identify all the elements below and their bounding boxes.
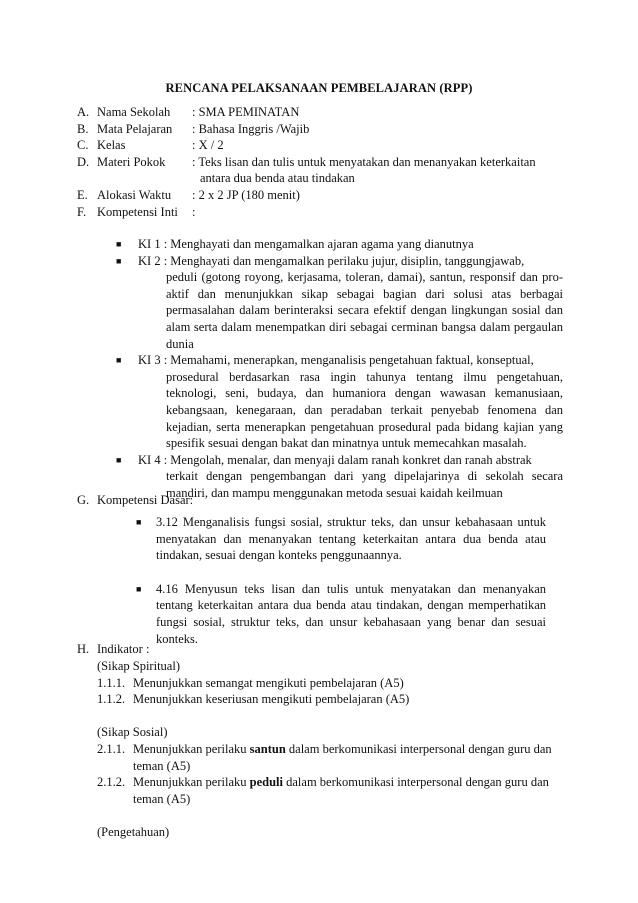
info-label: Kompetensi Inti [97, 204, 178, 219]
indicator-row [97, 691, 563, 708]
spacer [97, 807, 563, 824]
indicator-text-post: dalam berkomunikasi interpersonal dengan guru dan teman (A5) [133, 741, 552, 773]
info-label: Kelas [97, 138, 126, 153]
indicator-text-post: dalam berkomunikasi interpersonal dengan guru dan teman (A5) [133, 775, 549, 806]
info-letter: F. [77, 204, 87, 219]
info-value: : Bahasa Inggris /Wajib [192, 121, 310, 136]
indicator-row [97, 675, 563, 692]
indicator-text-pre: Menunjukkan perilaku [133, 775, 250, 790]
info-label: Mata Pelajaran [97, 121, 173, 136]
indicator-heading [77, 641, 149, 658]
square-bullet-icon: ■ [116, 355, 122, 366]
info-value: : Teks lisan dan tulis untuk menyatakan dan menanyakan keterkaitan [192, 154, 536, 169]
info-letter: E. [77, 187, 88, 202]
sosial-label: (Sikap Sosial) [97, 725, 168, 740]
kd-item [136, 514, 546, 564]
info-value: : X / 2 [192, 138, 224, 153]
indicator-text: Menunjukkan semangat mengikuti pembelajaran (A5) [133, 675, 404, 690]
indicator-text: Menunjukkan keseriusan mengikuti pembelajaran (A5) [133, 692, 410, 707]
info-letter: A. [77, 105, 90, 119]
indicator-label: Indikator : [97, 642, 150, 656]
square-bullet-icon: ■ [136, 517, 142, 527]
kd-item [136, 581, 546, 647]
ki-first-line: KI 1 : Menghayati dan mengamalkan ajaran agama yang dianutnya [138, 237, 474, 251]
indicator-number: 1.1.1. [97, 675, 126, 690]
kd-label: Kompetensi Dasar: [97, 493, 194, 507]
info-letter: D. [77, 154, 90, 169]
document-title: RENCANA PELAKSANAAN PEMBELAJARAN (RPP) [165, 81, 473, 95]
info-value: : SMA PEMINATAN [192, 105, 300, 119]
ki-rest: peduli (gotong royong, kerjasama, toleran, damai), santun, responsif dan pro-aktif dan menunjukkan sikap sebagai bagian dari solusi atas berbagai permasalahan dalam berinteraksi secara efektif dengan lingkungan sosial dan alam serta dalam menempatkan diri sebagai cerminan bangsa dalam pergaulan dunia [166, 270, 563, 351]
info-label: Nama Sekolah [97, 105, 171, 119]
info-value: antara dua benda atau tindakan [200, 171, 355, 186]
ki-rest: terkait dengan pengembangan dari yang dipelajarinya di sekolah secara mandiri, dan mampu menggunakan metoda sesuai kaidah keilmuan [166, 469, 563, 500]
indicator-row [97, 774, 563, 807]
info-label: Materi Pokok [97, 154, 166, 169]
indicator-letter: H. [77, 642, 90, 656]
square-bullet-icon: ■ [116, 255, 122, 266]
ki-first-line: KI 2 : Menghayati dan mengamalkan perilaku jujur, disiplin, tanggungjawab, [138, 253, 525, 268]
square-bullet-icon: ■ [136, 583, 142, 594]
ki-first-line: KI 3 : Memahami, menerapkan, menganalisis pengetahuan faktual, konseptual, [138, 353, 534, 368]
info-value: : [192, 204, 196, 219]
basic-competence-list [136, 514, 546, 664]
kd-heading [77, 492, 193, 509]
ki-first-line: KI 4 : Mengolah, menalar, dan menyaji dalam ranah konkret dan ranah abstrak [138, 452, 532, 467]
ki-item [116, 352, 563, 452]
info-value: : 2 x 2 JP (180 menit) [192, 187, 300, 202]
ki-rest: prosedural berdasarkan rasa ingin tahunya tentang ilmu pengetahuan, teknologi, seni, budaya, dan humaniora dengan wawasan kemanusiaan, kebangsaan, kenegaraan, dan peradaban terkait penyebab fenomena dan kejadian, serta menerapkan pengetahuan prosedural pada bidang kajian yang spesifik sesuai dengan bakat dan minatnya untuk memecahkan masalah. [166, 369, 563, 451]
info-letter: C. [77, 138, 89, 153]
info-label: Alokasi Waktu [97, 187, 172, 202]
spiritual-label: (Sikap Spiritual) [97, 659, 180, 673]
kd-text: 3.12 Menganalisis fungsi sosial, struktur teks, dan unsur kebahasaan untuk menyatakan dan menanyakan tentang keterkaitan antara dua benda atau tindakan, sesuai dengan konteks penggunaannya. [156, 515, 546, 563]
ki-item [116, 253, 563, 353]
pengetahuan-label: (Pengetahuan) [97, 824, 170, 839]
indicator-keyword: santun [249, 741, 286, 756]
core-competence-list [116, 236, 563, 502]
indicator-text-pre: Menunjukkan perilaku [133, 741, 250, 756]
indicator-number: 1.1.2. [97, 692, 126, 707]
indicator-list [97, 658, 563, 841]
indicator-row [97, 741, 563, 774]
square-bullet-icon: ■ [116, 454, 122, 465]
ki-item [116, 236, 563, 253]
square-bullet-icon: ■ [116, 239, 122, 249]
kd-text: 4.16 Menyusun teks lisan dan tulis untuk menyatakan dan menanyakan tentang keterkaitan antara dua benda atau tindakan, dengan memperhatikan fungsi sosial, struktur teks, dan unsur kebahasaan yang benar dan sesuai konteks. [156, 581, 546, 646]
indicator-keyword: peduli [249, 775, 283, 790]
indicator-number: 2.1.1. [97, 741, 126, 756]
indicator-number: 2.1.2. [97, 775, 126, 790]
kd-letter: G. [77, 493, 90, 507]
info-letter: B. [77, 121, 89, 136]
spacer [97, 708, 563, 725]
